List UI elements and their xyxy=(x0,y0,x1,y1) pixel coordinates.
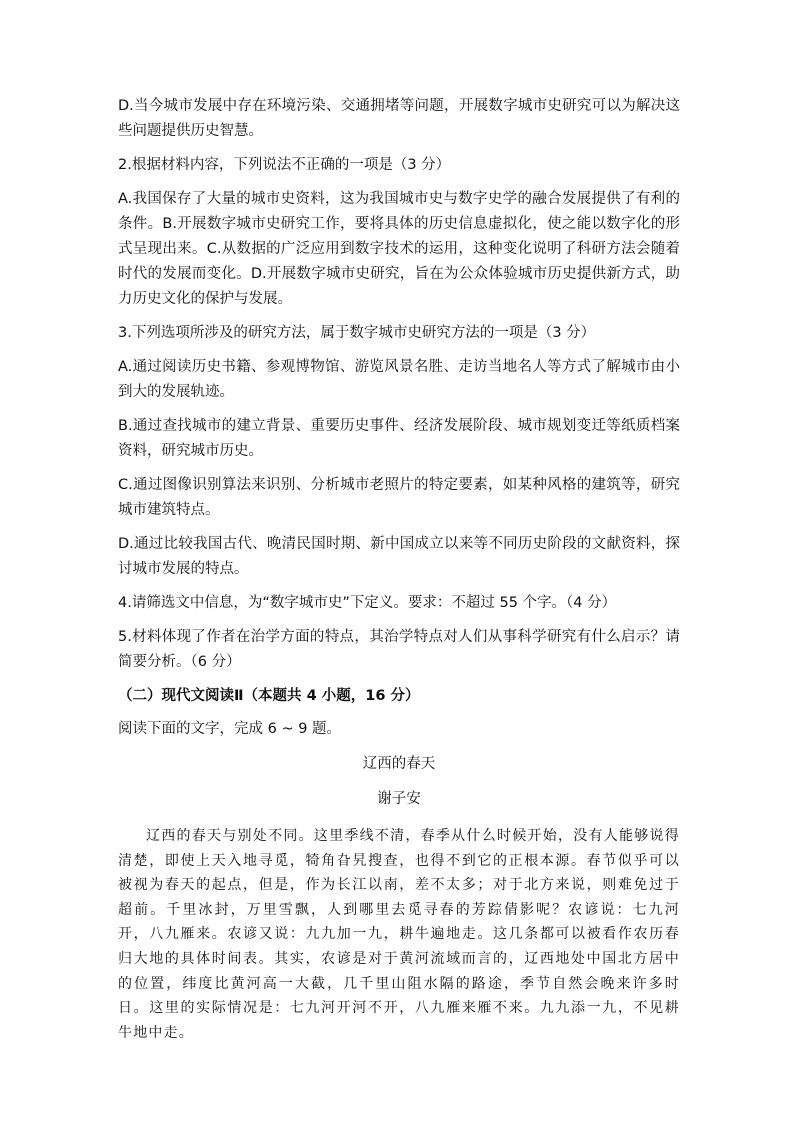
question-3: 3.下列选项所涉及的研究方法，属于数字城市史研究方法的一项是（3 分） xyxy=(118,325,596,341)
section-instruction: 阅读下面的文字，完成 6 ~ 9 题。 xyxy=(118,721,342,737)
question-3-option-b: B.通过查找城市的建立背景、重要历史事件、经济发展阶段、城市规划变迁等纸质档案资料，研究城市历史。 xyxy=(118,418,680,459)
question-3-option-a: A.通过阅读历史书籍、参观博物馆、游览风景名胜、走访当地名人等方式了解城市由小到大的发展轨迹。 xyxy=(118,359,680,400)
question-4: 4.请筛选文中信息，为“数字城市史”下定义。要求：不超过 55 个字。（4 分） xyxy=(118,595,617,611)
question-3-option-c: C.通过图像识别算法来识别、分析城市老照片的特定要素，如某种风格的建筑等，研究城市建筑特点。 xyxy=(118,477,680,518)
section-heading: （二）现代文阅读Ⅱ（本题共 4 小题，16 分） xyxy=(118,688,420,704)
document-page xyxy=(118,94,680,1045)
option-d-paragraph: D.当今城市发展中存在环境污染、交通拥堵等问题，开展数字城市史研究可以为解决这些问题提供历史智慧。 xyxy=(118,98,680,139)
article-body: 辽西的春天与别处不同。这里季线不清，春季从什么时候开始，没有人能够说得清楚，即使上天入地寻觅，犄角旮旯搜查，也得不到它的正根本源。春节似乎可以被视为春天的起点，但是，作为长江以南，差不太多；对于北方来说，则难免过于超前。千里冰封，万里雪飘，人到哪里去觅寻春的芳踪倩影呢？农谚说：七九河开，八九雁来。农谚又说：九九加一九，耕牛遍地走。这几条都可以被看作农历春归大地的具体时间表。其实，农谚是对于黄河流域而言的，辽西地处中国北方居中的位置，纬度比黄河高一大截，几千里山阻水隔的路途，季节自然会晚来许多时日。这里的实际情况是：七九河开河不开，八九雁来雁不来。九九添一九，不见耕牛地中走。 xyxy=(118,828,680,1041)
article-author: 谢子安 xyxy=(377,791,421,807)
question-3-option-d: D.通过比较我国古代、晚清民国时期、新中国成立以来等不同历史阶段的文献资料，探讨城市发展的特点。 xyxy=(118,536,680,577)
question-2-options: A.我国保存了大量的城市史资料，这为我国城市史与数字史学的融合发展提供了有利的条件。B.开展数字城市史研究工作，要将具体的历史信息虚拟化，使之能以数字化的形式呈现出来。C.从数据的广泛应用到数字技术的运用，这种变化说明了科研方法会随着时代的发展而变化。D.开展数字城市史研究，旨在为公众体验城市历史提供新方式，助力历史文化的保护与发展。 xyxy=(118,191,680,307)
question-5: 5.材料体现了作者在治学方面的特点，其治学特点对人们从事科学研究有什么启示？请简要分析。（6 分） xyxy=(118,629,680,670)
article-title: 辽西的春天 xyxy=(362,756,436,772)
question-2: 2.根据材料内容，下列说法不正确的一项是（3 分） xyxy=(118,157,451,173)
